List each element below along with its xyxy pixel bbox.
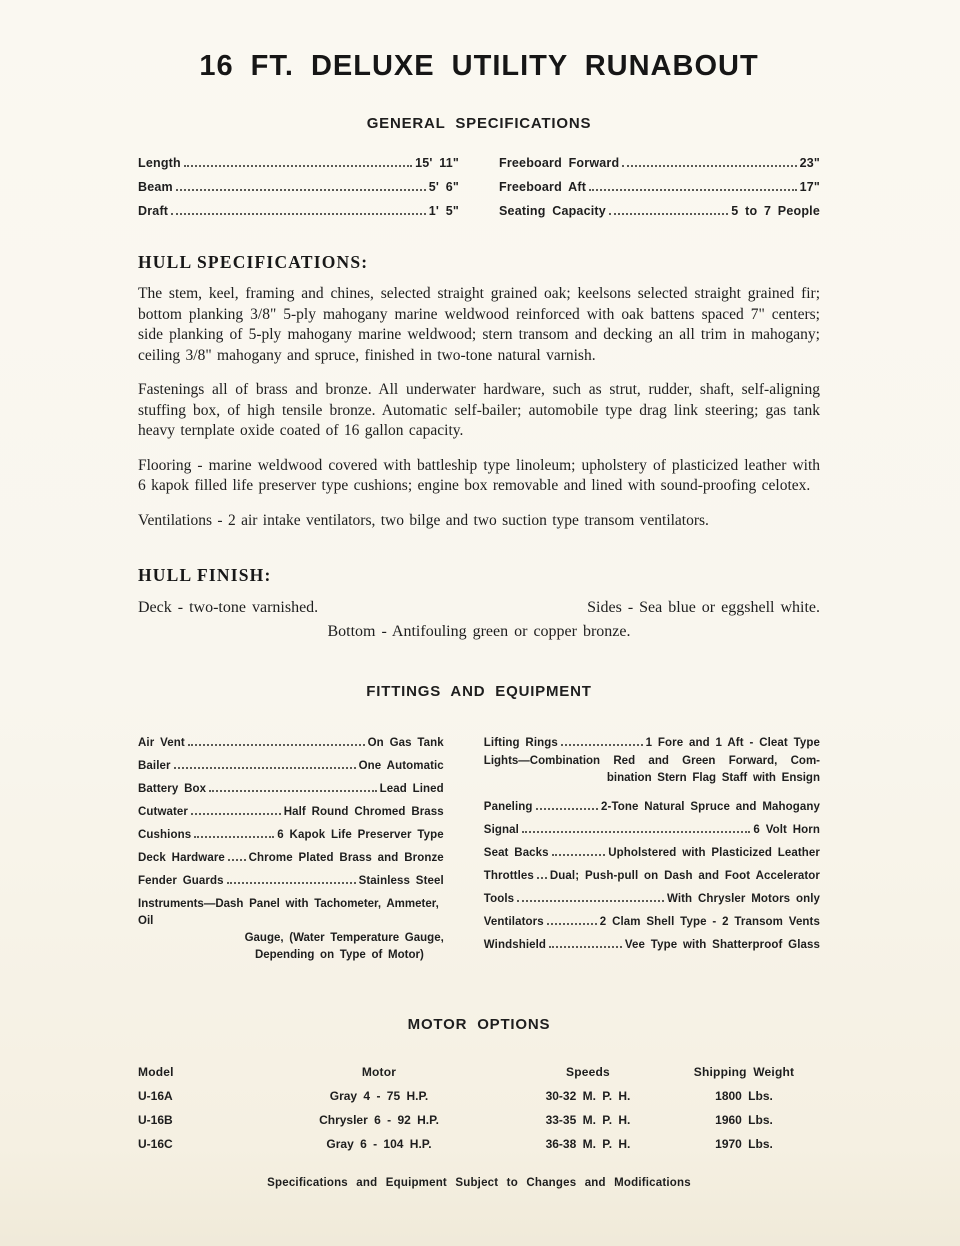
fitting-label: Signal — [483, 824, 519, 836]
dot-leader — [174, 767, 356, 769]
hull-spec-paragraph: The stem, keel, framing and chines, selected straight grained oak; keelsons selected straight grained fir; bottom planking 3/8" 5-ply mahogany marine weldwood reinforced with oak battens spaced 7" centers; side planking of 5-ply mahogany marine weldwood; stern transom and decking an all trim in mahogany; ceiling 3/8" mahogany and spruce, finished in two-tone natural varnish. — [138, 285, 820, 364]
dot-leader — [188, 744, 365, 746]
fitting-value: Dual; Push-pull on Dash and Foot Accelerator — [549, 870, 820, 882]
instruments-line-3: Depending on Type of Motor) — [254, 949, 424, 961]
fitting-row-cutwater — [138, 795, 444, 818]
table-cell-speeds: 30-32 M. P. H. — [545, 1089, 631, 1103]
fitting-row-cushions — [138, 818, 444, 841]
fitting-label: Cutwater — [138, 806, 189, 818]
table-cell-motor: Chrysler 6 - 92 H.P. — [319, 1113, 439, 1127]
fitting-row-fender-guards — [138, 864, 444, 887]
table-cell-speeds: 36-38 M. P. H. — [545, 1137, 631, 1151]
column-header-shipping-weight: Shipping Weight — [693, 1065, 795, 1079]
dot-leader — [227, 882, 356, 884]
fitting-value: On Gas Tank — [367, 737, 444, 749]
fitting-value: Vee Type with Shatterproof Glass — [624, 939, 820, 951]
spec-row-draft — [138, 194, 459, 218]
fitting-value: Chrome Plated Brass and Bronze — [248, 852, 444, 864]
dot-leader — [191, 813, 281, 815]
fitting-label: Throttles — [483, 870, 534, 882]
column-header-model: Model — [138, 1065, 174, 1079]
fitting-note-lights — [484, 753, 820, 787]
fitting-row-deck-hardware — [138, 841, 444, 864]
fitting-value: Lead Lined — [379, 783, 444, 795]
dot-leader — [537, 877, 547, 879]
hull-finish-deck: Deck - two-tone varnished. — [138, 599, 319, 616]
fitting-value: Upholstered with Plasticized Leather — [608, 847, 820, 859]
fitting-row-ventilators — [484, 905, 820, 928]
disclaimer-text: Specifications and Equipment Subject to Changes and Modifications — [267, 1177, 691, 1189]
dot-leader — [589, 189, 796, 191]
fitting-value: With Chrysler Motors only — [666, 893, 820, 905]
general-specs-left-column — [138, 146, 459, 218]
dot-leader — [536, 808, 599, 810]
table-cell-motor: Gray 6 - 104 H.P. — [326, 1137, 432, 1151]
hull-specifications-heading: HULL SPECIFICATIONS: — [138, 252, 369, 272]
dot-leader — [622, 165, 796, 167]
fitting-label: Ventilators — [483, 916, 544, 928]
general-specs-right-column — [499, 146, 820, 218]
fitting-label: Fender Guards — [138, 875, 224, 887]
motor-options-heading: MOTOR OPTIONS — [407, 1016, 551, 1033]
hull-finish-heading: HULL FINISH: — [138, 565, 272, 585]
fitting-note-instruments — [138, 896, 444, 964]
spec-row-beam — [138, 170, 459, 194]
column-header-speeds: Speeds — [566, 1065, 610, 1079]
table-cell-weight: 1800 Lbs. — [715, 1089, 773, 1103]
fitting-row-lifting-rings — [484, 726, 820, 749]
spec-value: 1' 5" — [428, 204, 459, 218]
spec-label: Draft — [138, 204, 169, 218]
table-cell-weight: 1970 Lbs. — [715, 1137, 773, 1151]
spec-row-freeboard-aft — [499, 170, 820, 194]
hull-spec-paragraph: Ventilations - 2 air intake ventilators, two bilge and two suction type transom ventilators. — [138, 511, 709, 529]
motor-options-table — [138, 1055, 820, 1151]
fitting-label: Cushions — [138, 829, 192, 841]
spec-value: 23" — [799, 156, 820, 170]
spec-label: Freeboard Forward — [499, 156, 620, 170]
dot-leader — [549, 946, 622, 948]
hull-finish-sides: Sides - Sea blue or eggshell white. — [587, 599, 820, 616]
hull-spec-paragraph: Fastenings all of brass and bronze. All underwater hardware, such as strut, rudder, shaft, self-aligning stuffing box, of high tensile bronze. Automatic self-bailer; automobile type drag link steering; gas tank heavy ternplate oxide coated of 16 gallon capacity. — [138, 381, 820, 439]
fitting-label: Paneling — [483, 801, 533, 813]
dot-leader — [176, 189, 426, 191]
fitting-value: 6 Volt Horn — [753, 824, 820, 836]
dot-leader — [547, 923, 597, 925]
dot-leader — [552, 854, 606, 856]
fitting-label: Lifting Rings — [483, 737, 558, 749]
dot-leader — [517, 900, 664, 902]
spec-label: Seating Capacity — [499, 204, 606, 218]
fitting-row-signal — [484, 813, 820, 836]
instruments-line-1: Instruments—Dash Panel with Tachometer, Ammeter, Oil — [138, 898, 439, 927]
lights-line-2: bination Stern Flag Staff with Ensign — [606, 772, 820, 784]
lights-line-1: Lights—Combination Red and Green Forward, Com- — [483, 755, 820, 767]
spec-value: 15' 11" — [415, 156, 459, 170]
fittings-right-column — [484, 726, 820, 951]
table-cell-model: U-16B — [138, 1113, 173, 1127]
fitting-row-bailer — [138, 749, 444, 772]
fitting-value: 1 Fore and 1 Aft - Cleat Type — [645, 737, 820, 749]
fitting-value: One Automatic — [358, 760, 444, 772]
dot-leader — [522, 831, 751, 833]
fittings-left-column — [138, 726, 444, 964]
table-cell-motor: Gray 4 - 75 H.P. — [329, 1089, 429, 1103]
fittings-equipment-heading: FITTINGS AND EQUIPMENT — [366, 683, 592, 700]
dot-leader — [228, 859, 246, 861]
fitting-label: Deck Hardware — [138, 852, 225, 864]
general-specs — [138, 146, 820, 218]
fitting-row-air-vent — [138, 726, 444, 749]
column-header-motor: Motor — [361, 1065, 397, 1079]
fitting-label: Tools — [483, 893, 515, 905]
table-cell-model: U-16A — [138, 1089, 173, 1103]
table-cell-weight: 1960 Lbs. — [715, 1113, 773, 1127]
fitting-value: 6 Kapok Life Preserver Type — [277, 829, 444, 841]
instruments-line-2: Gauge, (Water Temperature Gauge, — [244, 932, 444, 944]
fitting-value: Stainless Steel — [358, 875, 444, 887]
dot-leader — [171, 213, 426, 215]
fitting-row-windshield — [484, 928, 820, 951]
hull-finish-row — [138, 599, 820, 617]
dot-leader — [184, 165, 412, 167]
fitting-value: Half Round Chromed Brass — [283, 806, 444, 818]
spec-label: Freeboard Aft — [499, 180, 587, 194]
spec-row-seating-capacity — [499, 194, 820, 218]
fitting-label: Seat Backs — [483, 847, 549, 859]
fitting-label: Bailer — [138, 760, 171, 772]
fitting-label: Battery Box — [138, 783, 207, 795]
hull-finish-bottom: Bottom - Antifouling green or copper bronze. — [327, 623, 631, 640]
spec-value: 17" — [799, 180, 820, 194]
fitting-row-tools — [484, 882, 820, 905]
fitting-label: Air Vent — [138, 737, 185, 749]
fitting-row-paneling — [484, 790, 820, 813]
general-specs-heading: GENERAL SPECIFICATIONS — [366, 115, 592, 132]
fitting-value: 2 Clam Shell Type - 2 Transom Vents — [599, 916, 820, 928]
dot-leader — [209, 790, 376, 792]
page-title: 16 FT. DELUXE UTILITY RUNABOUT — [199, 50, 759, 82]
dot-leader — [561, 744, 643, 746]
spec-row-length — [138, 146, 459, 170]
dot-leader — [609, 213, 728, 215]
fittings-equipment — [138, 726, 820, 964]
table-cell-speeds: 33-35 M. P. H. — [545, 1113, 631, 1127]
table-cell-model: U-16C — [138, 1137, 173, 1151]
dot-leader — [194, 836, 274, 838]
fitting-value: 2-Tone Natural Spruce and Mahogany — [601, 801, 820, 813]
spec-value: 5' 6" — [428, 180, 459, 194]
spec-value: 5 to 7 People — [731, 204, 820, 218]
fitting-row-throttles — [484, 859, 820, 882]
fitting-row-battery-box — [138, 772, 444, 795]
spec-row-freeboard-forward — [499, 146, 820, 170]
spec-label: Length — [138, 156, 181, 170]
fitting-label: Windshield — [483, 939, 547, 951]
fitting-row-seat-backs — [484, 836, 820, 859]
hull-spec-paragraph: Flooring - marine weldwood covered with battleship type linoleum; upholstery of plasticized leather with 6 kapok filled life preserver type cushions; engine box removable and lined with sound-proofing celotex. — [138, 456, 820, 494]
spec-label: Beam — [138, 180, 173, 194]
